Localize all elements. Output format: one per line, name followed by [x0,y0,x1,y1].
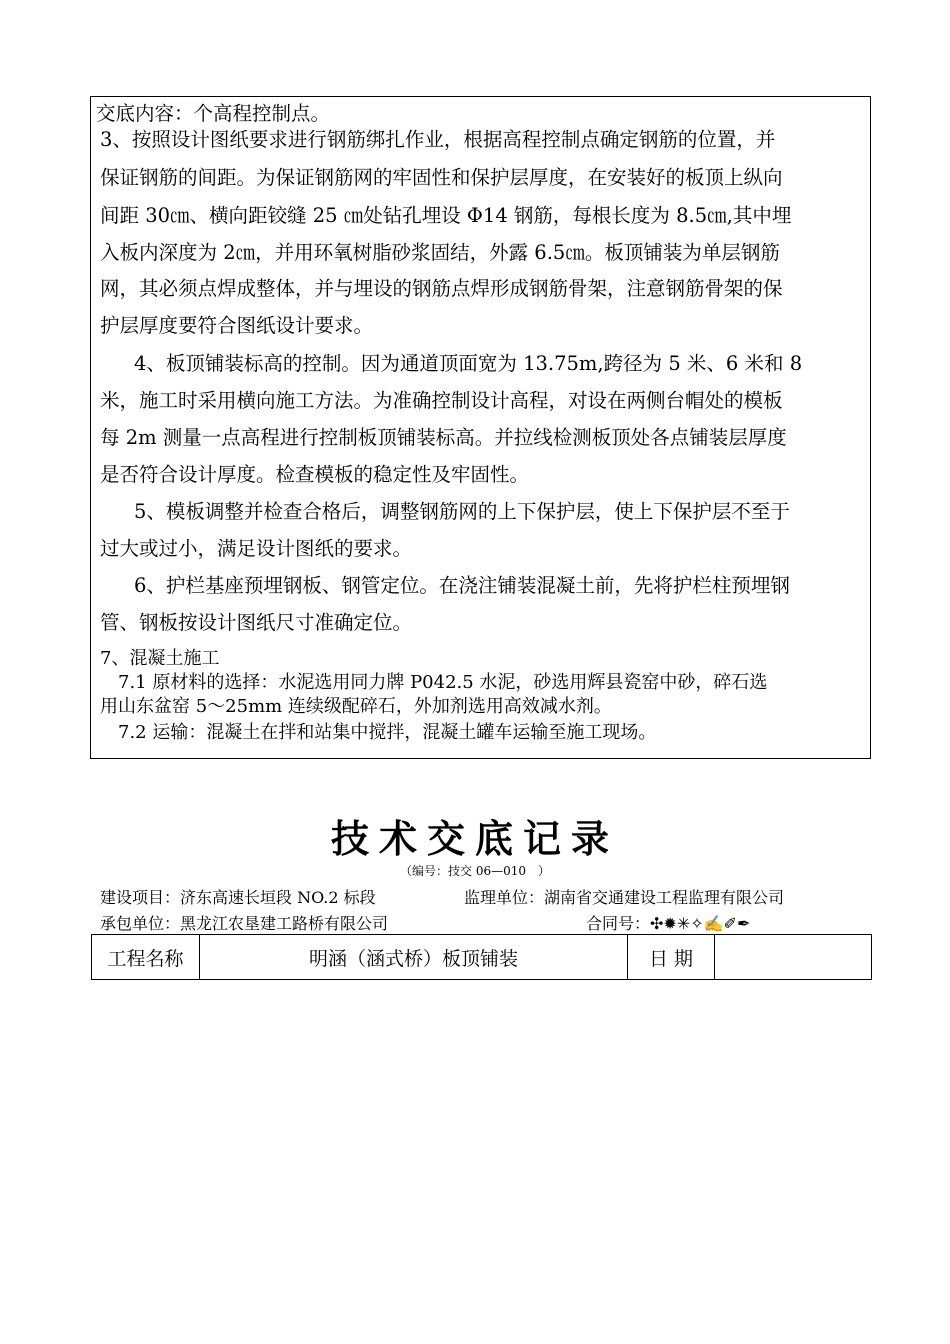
content-line: 7.1 原材料的选择：水泥选用同力牌 P042.5 水泥，砂选用辉县瓷窑中砂，碎石选 [118,672,768,693]
content-line: 6、护栏基座预埋钢板、钢管定位。在浇注铺装混凝土前，先将护栏柱预埋钢 [134,574,790,597]
content-line: 7.2 运输：混凝土在拌和站集中搅拌，混凝土罐车运输至施工现场。 [118,722,657,743]
contractor-field: 承包单位：黑龙江农垦建工路桥有限公司 [100,914,389,933]
content-line: 过大或过小，满足设计图纸的要求。 [100,537,413,560]
content-line: 是否符合设计厚度。检查模板的稳定性及牢固性。 [100,463,530,486]
content-line: 护层厚度要符合图纸设计要求。 [100,314,374,337]
content-line: 每 2m 测量一点高程进行控制板顶铺装标高。并拉线检测板顶处各点铺装层厚度 [100,426,787,449]
content-line: 4、板顶铺装标高的控制。因为通道顶面宽为 13.75m,跨径为 5 米、6 米和 8 [134,352,803,375]
date-label: 日 期 [628,935,715,980]
content-line: 7、混凝土施工 [100,648,220,669]
content-line: 间距 30㎝、横向距铰缝 25 ㎝处钻孔埋设 Φ14 钢筋，每根长度为 8.5㎝,其中埋 [100,204,792,227]
supervisor-field: 监理单位：湖南省交通建设工程监理有限公司 [464,888,785,907]
content-line: 用山东盆窑 5～25mm 连续级配碎石，外加剂选用高效减水剂。 [100,696,612,717]
content-line: 米，施工时采用横向施工方法。为准确控制设计高程，对设在两侧台帽处的模板 [100,389,783,412]
content-line: 5、模板调整并检查合格后，调整钢筋网的上下保护层，使上下保护层不至于 [134,500,790,523]
table-row [92,935,872,980]
document-code: （编号：技交 06—010 ） [400,864,550,878]
content-line: 入板内深度为 2㎝，并用环氧树脂砂浆固结，外露 6.5㎝。板顶铺装为单层钢筋 [100,241,780,264]
date-value [715,935,872,980]
record-table [91,934,872,980]
document-title: 技术交底记录 [330,816,619,861]
content-line: 网，其必须点焊成整体，并与埋设的钢筋点焊形成钢筋骨架，注意钢筋骨架的保 [100,277,783,300]
content-line: 保证钢筋的间距。为保证钢筋网的牢固性和保护层厚度，在安装好的板顶上纵向 [100,166,783,189]
content-line: 交底内容：个高程控制点。 [96,102,331,125]
contract-number-field: 合同号：✣✹✳✧✍✐✒ [586,914,751,933]
content-line: 3、按照设计图纸要求进行钢筋绑扎作业，根据高程控制点确定钢筋的位置，并 [100,128,776,151]
project-name-value: 明涵（涵式桥）板顶铺装 [200,935,628,980]
project-field: 建设项目：济东高速长垣段 NO.2 标段 [100,888,376,907]
content-line: 管、钢板按设计图纸尺寸准确定位。 [100,611,413,634]
project-name-label: 工程名称 [92,935,200,980]
